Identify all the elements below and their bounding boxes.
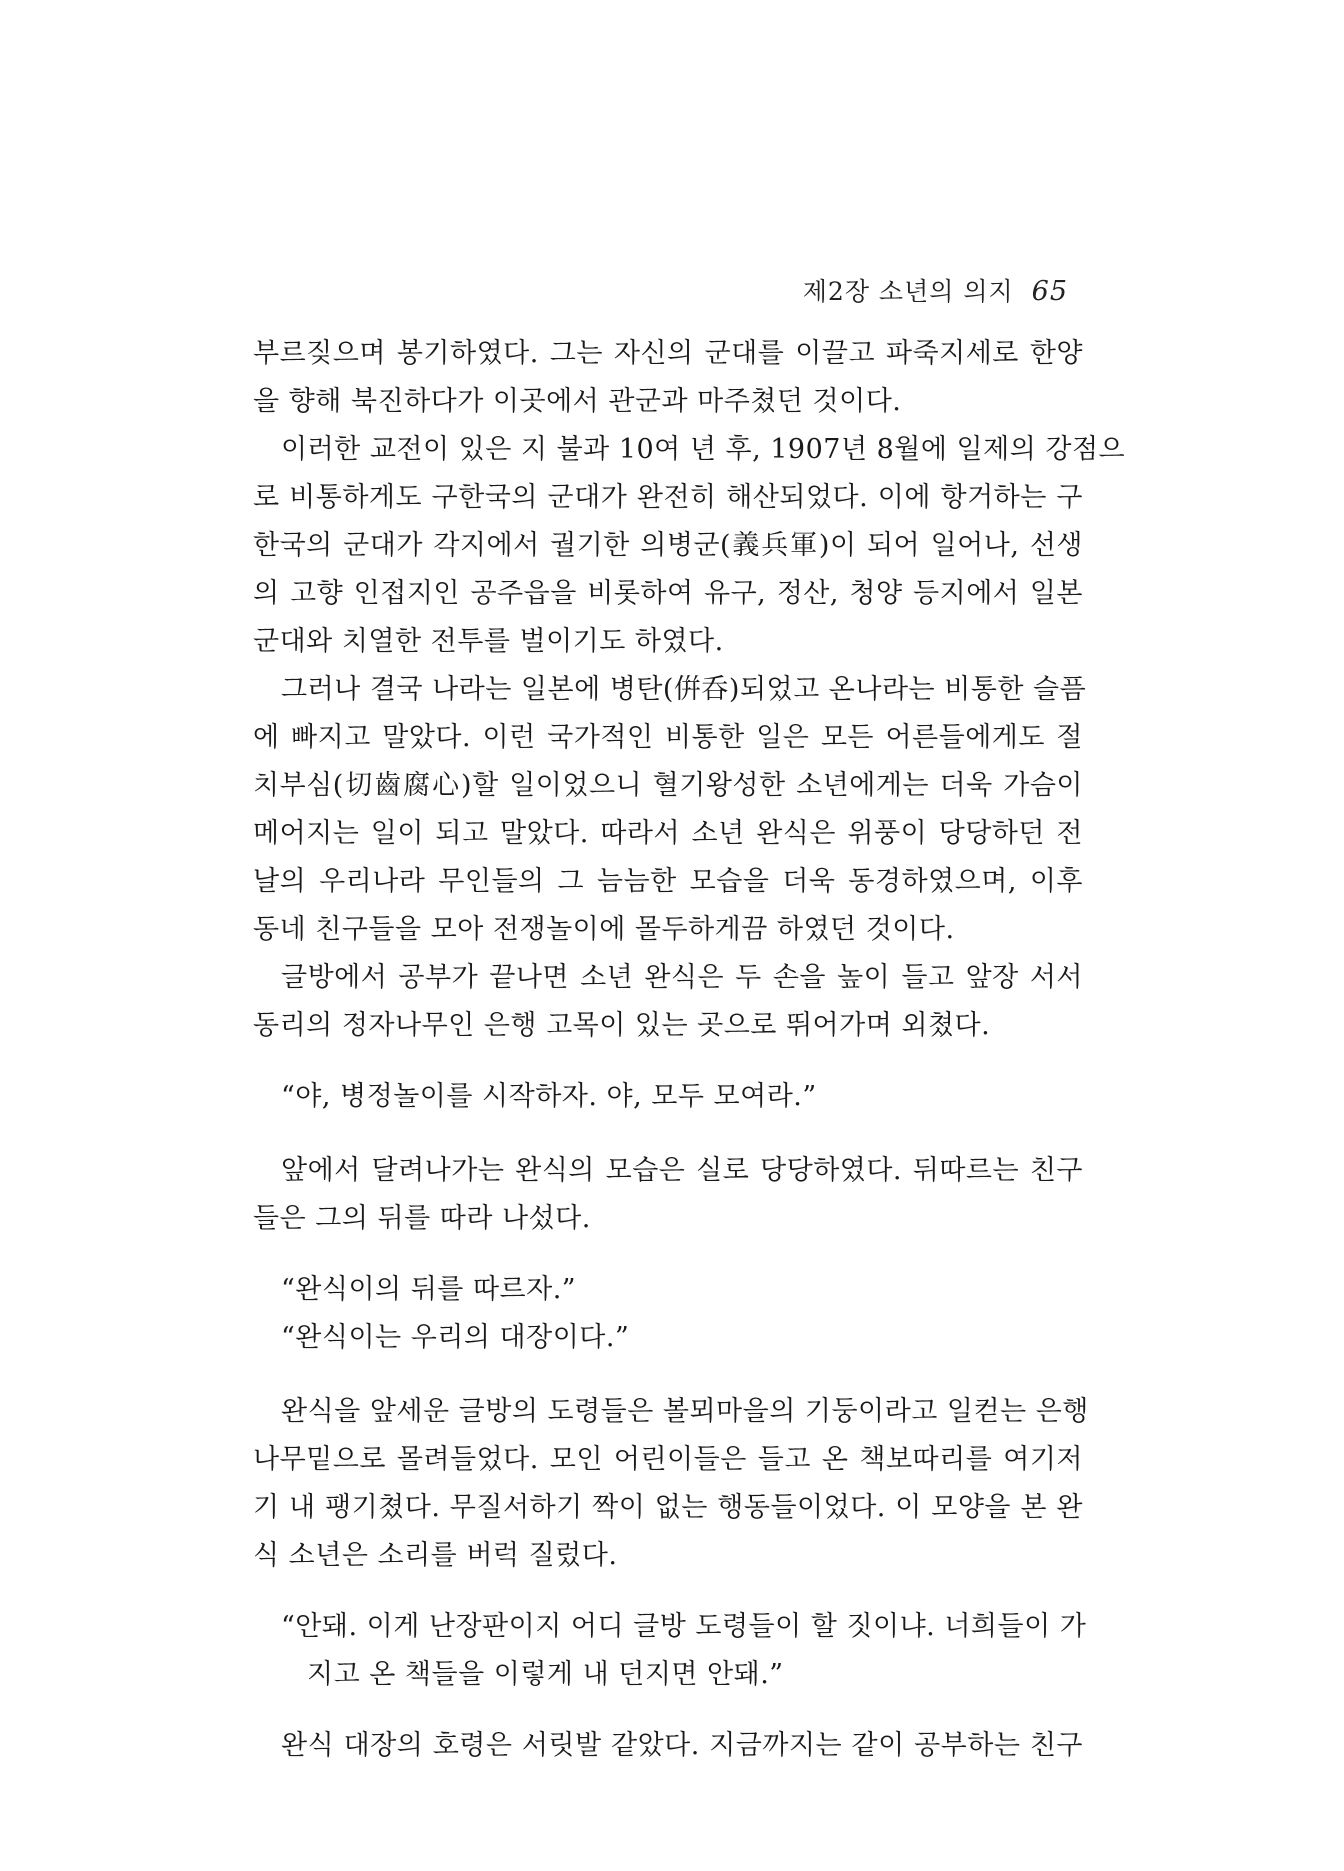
text-line: 그러나 결국 나라는 일본에 병탄(倂呑)되었고 온나라는 비통한 슬픔 <box>281 674 1087 705</box>
text-line: 한국의 군대가 각지에서 궐기한 의병군(義兵軍)이 되어 일어나, 선생 <box>253 530 1083 561</box>
text-line: 을 향해 북진하다가 이곳에서 관군과 마주쳤던 것이다. <box>253 386 902 417</box>
text-line: 들은 그의 뒤를 따라 나섰다. <box>253 1203 591 1234</box>
text-line: 의 고향 인접지인 공주읍을 비롯하여 유구, 정산, 청양 등지에서 일본 <box>253 578 1083 609</box>
running-header <box>803 272 1068 308</box>
dialogue-line: “안돼. 이게 난장판이지 어디 글방 도령들이 할 짓이냐. 너희들이 가 <box>281 1611 1087 1642</box>
text-line: 로 비통하게도 구한국의 군대가 완전히 해산되었다. 이에 항거하는 구 <box>253 482 1083 513</box>
dialogue-line: “완식이의 뒤를 따르자.” <box>281 1274 577 1305</box>
text-line: 치부심(切齒腐心)할 일이었으니 혈기왕성한 소년에게는 더욱 가슴이 <box>253 770 1083 801</box>
text-line: 나무밑으로 몰려들었다. 모인 어린이들은 들고 온 책보따리를 여기저 <box>253 1444 1083 1475</box>
text-line: 에 빠지고 말았다. 이런 국가적인 비통한 일은 모든 어른들에게도 절 <box>253 722 1083 753</box>
text-line: 동네 친구들을 모아 전쟁놀이에 몰두하게끔 하였던 것이다. <box>253 914 955 945</box>
text-line: 군대와 치열한 전투를 벌이기도 하였다. <box>253 626 724 657</box>
text-line: 앞에서 달려나가는 완식의 모습은 실로 당당하였다. 뒤따르는 친구 <box>281 1155 1083 1186</box>
dialogue-line: 지고 온 책들을 이렇게 내 던지면 안돼.” <box>307 1659 784 1690</box>
dialogue-line: “완식이는 우리의 대장이다.” <box>281 1322 630 1353</box>
text-line: 식 소년은 소리를 버럭 질렀다. <box>253 1540 618 1571</box>
text-line: 완식 대장의 호령은 서릿발 같았다. 지금까지는 같이 공부하는 친구 <box>281 1730 1083 1761</box>
page-number: 65 <box>1031 276 1068 307</box>
dialogue-line: “야, 병정놀이를 시작하자. 야, 모두 모여라.” <box>281 1081 817 1112</box>
text-line: 완식을 앞세운 글방의 도령들은 볼뫼마을의 기둥이라고 일컫는 은행 <box>281 1396 1089 1427</box>
body-text <box>253 330 1126 1770</box>
chapter-title: 제2장 소년의 의지 <box>802 277 1014 306</box>
text-line: 글방에서 공부가 끝나면 소년 완식은 두 손을 높이 들고 앞장 서서 <box>281 962 1083 993</box>
text-line: 메어지는 일이 되고 말았다. 따라서 소년 완식은 위풍이 당당하던 전 <box>253 818 1083 849</box>
text-line: 날의 우리나라 무인들의 그 늠늠한 모습을 더욱 동경하였으며, 이후 <box>253 866 1083 897</box>
text-line: 부르짖으며 봉기하였다. 그는 자신의 군대를 이끌고 파죽지세로 한양 <box>253 338 1083 369</box>
text-line: 동리의 정자나무인 은행 고목이 있는 곳으로 뛰어가며 외쳤다. <box>253 1010 991 1041</box>
text-line: 기 내 팽기쳤다. 무질서하기 짝이 없는 행동들이었다. 이 모양을 본 완 <box>253 1492 1083 1523</box>
text-line: 이러한 교전이 있은 지 불과 10여 년 후, 1907년 8월에 일제의 강점으 <box>281 434 1126 465</box>
